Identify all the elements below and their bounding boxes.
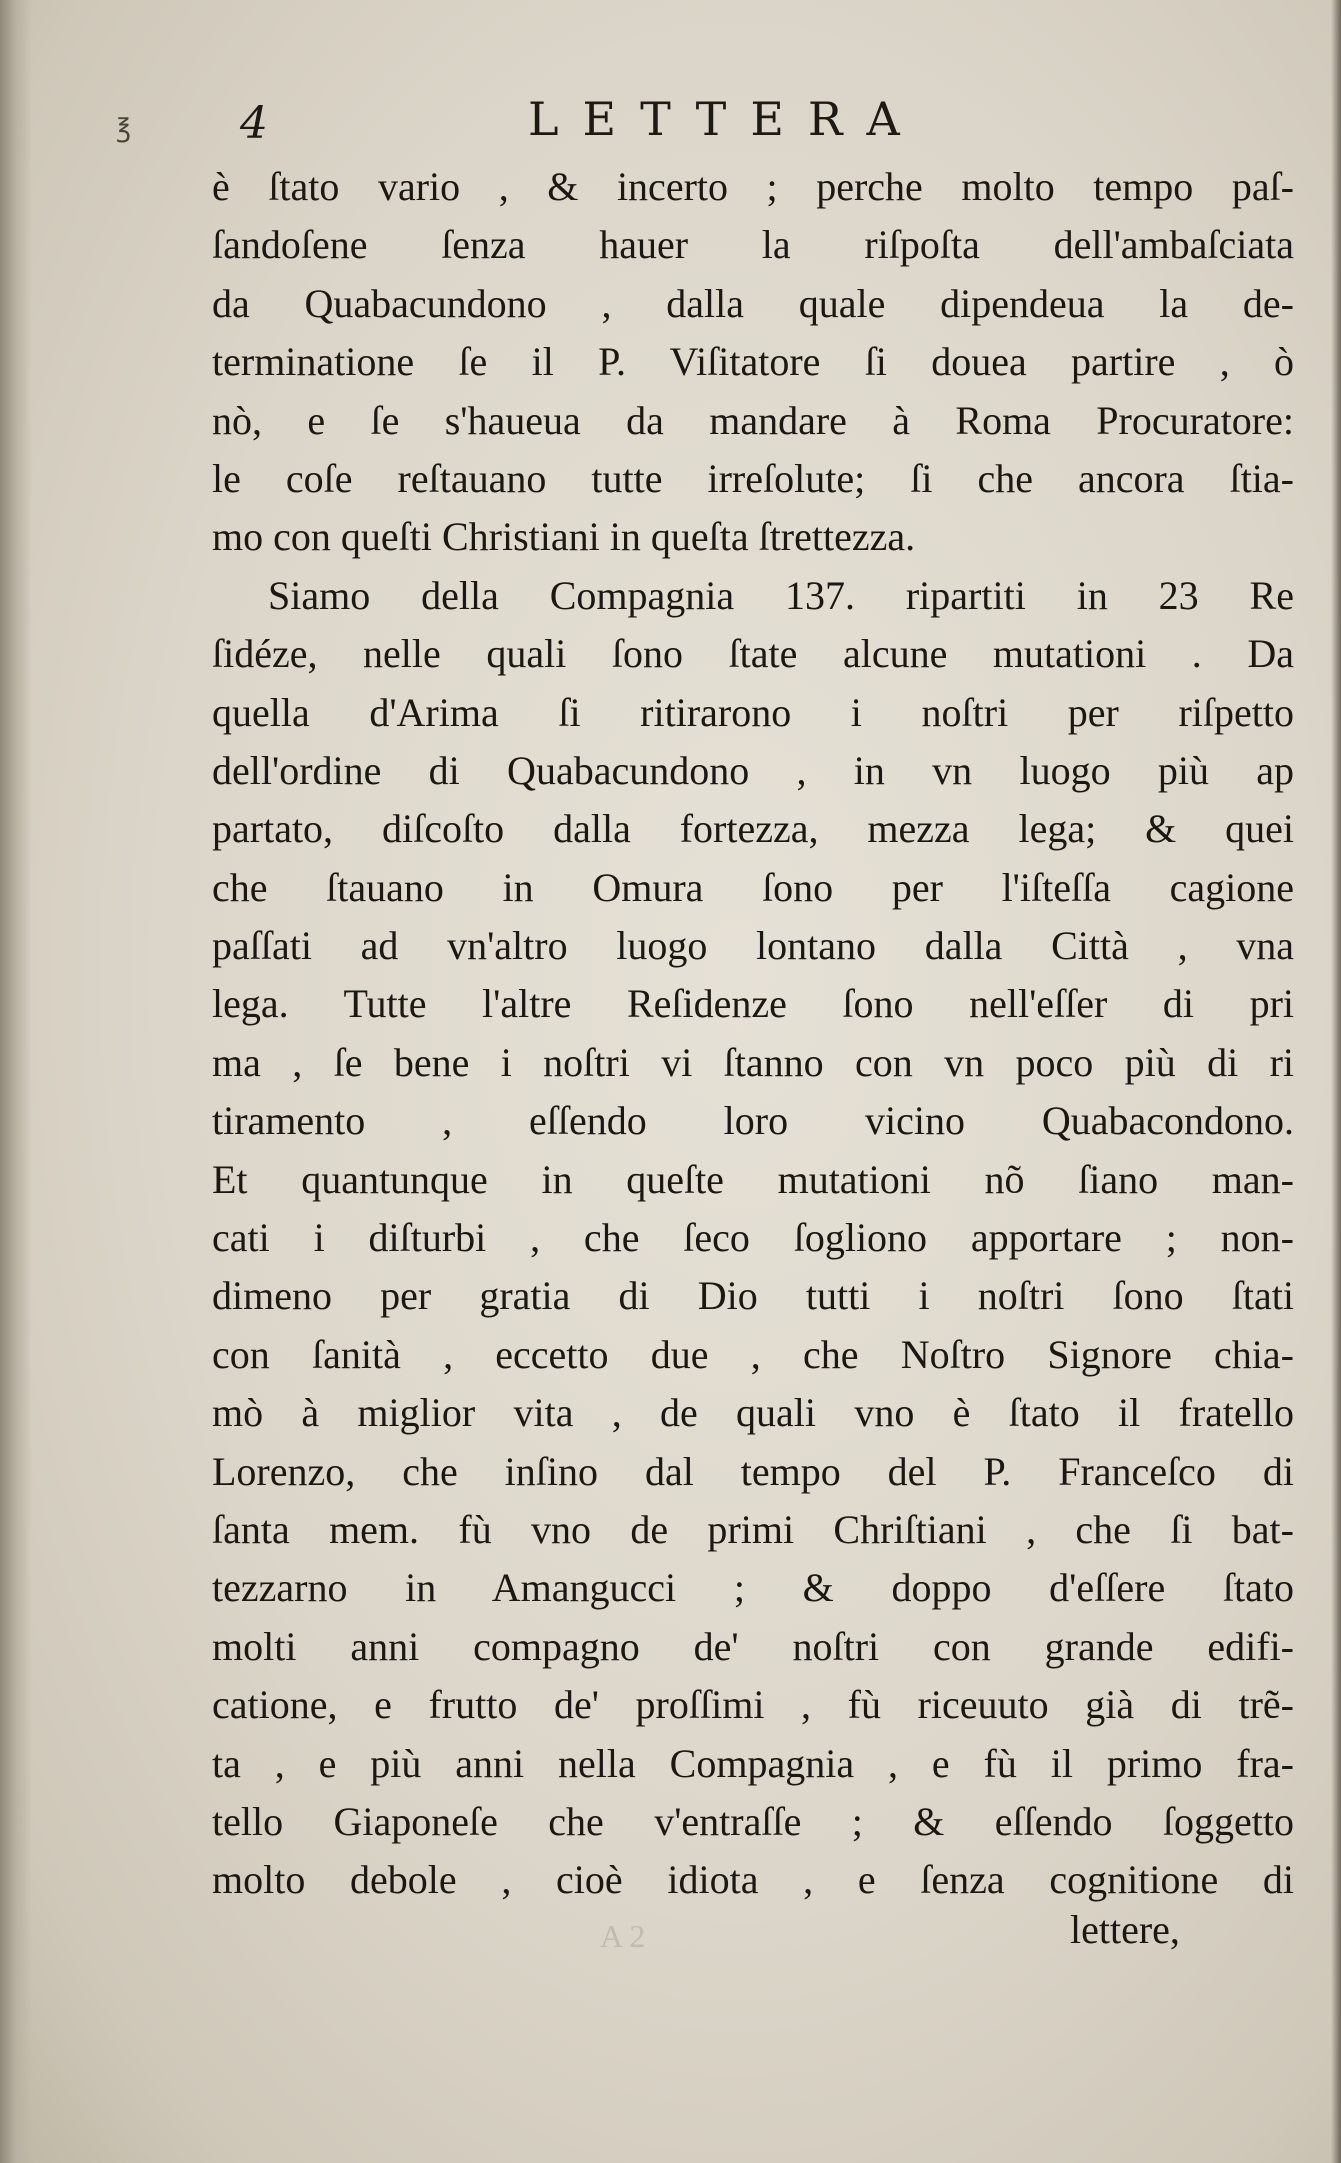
text-line: paſſati ad vn'altro luogo lontano dalla Città , vna — [212, 923, 1294, 969]
page-header — [0, 92, 1341, 152]
text-line: tiramento , eſſendo loro vicino Quabacondono. — [212, 1098, 1294, 1144]
running-head: LETTERA — [528, 92, 924, 146]
text-line: mò à miglior vita , de quali vno è ſtato il fratello — [212, 1390, 1294, 1436]
page-number: 4 — [240, 98, 268, 149]
text-line: tezzarno in Amangucci ; & doppo d'eſſere ſtato — [212, 1565, 1294, 1611]
text-line: lega. Tutte l'altre Reſidenze ſono nell'eſſer di pri — [212, 981, 1294, 1027]
text-line: dell'ordine di Quabacundono , in vn luogo più ap — [212, 747, 1294, 793]
text-line: da Quabacundono , dalla quale dipendeua la de- — [212, 280, 1294, 326]
text-line: ta , e più anni nella Compagnia , e fù il primo fra- — [212, 1740, 1294, 1786]
text-line: con ſanità , eccetto due , che Noſtro Signore chia- — [212, 1331, 1294, 1377]
spine-shadow — [0, 0, 32, 2163]
page-edge — [1331, 0, 1341, 2163]
text-line: tello Giaponeſe che v'entraſſe ; & eſſendo ſoggetto — [212, 1798, 1294, 1844]
text-line: Lorenzo, che inſino dal tempo del P. Franceſco di — [212, 1448, 1294, 1494]
margin-mark: ℥ — [116, 114, 132, 144]
text-line: partato, diſcoſto dalla fortezza, mezza lega; & quei — [212, 806, 1294, 852]
text-line: molto debole , cioè idiota , e ſenza cognitione di — [212, 1857, 1294, 1903]
text-line: nò, e ſe s'haueua da mandare à Roma Procuratore: — [212, 397, 1294, 443]
text-line: quella d'Arima ſi ritirarono i noſtri per riſpetto — [212, 689, 1294, 735]
text-line: ſandoſene ſenza hauer la riſpoſta dell'ambaſciata — [212, 222, 1294, 268]
text-line: che ſtauano in Omura ſono per l'iſteſſa cagione — [212, 864, 1294, 910]
catchword: lettere, — [1070, 1907, 1180, 1952]
text-line-paragraph-start: Siamo della Compagnia 137. ripartiti in 23 Re — [268, 572, 1294, 618]
body-text — [212, 158, 1294, 1910]
text-line: catione, e frutto de' proſſimi , fù riceuuto già di trẽ- — [212, 1682, 1294, 1728]
bleed-through-signature: A 2 — [600, 1918, 646, 1954]
text-line: Et quantunque in queſte mutationi nõ ſiano man- — [212, 1156, 1294, 1202]
text-line: le coſe reſtauano tutte irreſolute; ſi che ancora ſtia- — [212, 455, 1294, 501]
text-line: ſanta mem. fù vno de primi Chriſtiani , che ſi bat- — [212, 1506, 1294, 1552]
text-line: è ſtato vario , & incerto ; perche molto tempo paſ- — [212, 164, 1294, 209]
text-line: mo con queſti Christiani in queſta ſtrettezza. — [212, 514, 916, 560]
text-line: dimeno per gratia di Dio tutti i noſtri ſono ſtati — [212, 1273, 1294, 1319]
text-line: ſidéze, nelle quali ſono ſtate alcune mutationi . Da — [212, 631, 1294, 677]
text-line: cati i diſturbi , che ſeco ſogliono apportare ; non- — [212, 1215, 1294, 1261]
text-line: terminatione ſe il P. Viſitatore ſi doueа partire , ò — [212, 339, 1294, 385]
text-line: molti anni compagno de' noſtri con grande edifi- — [212, 1623, 1294, 1669]
text-line: ma , ſe bene i noſtri vi ſtanno con vn poco più di ri — [212, 1039, 1294, 1085]
